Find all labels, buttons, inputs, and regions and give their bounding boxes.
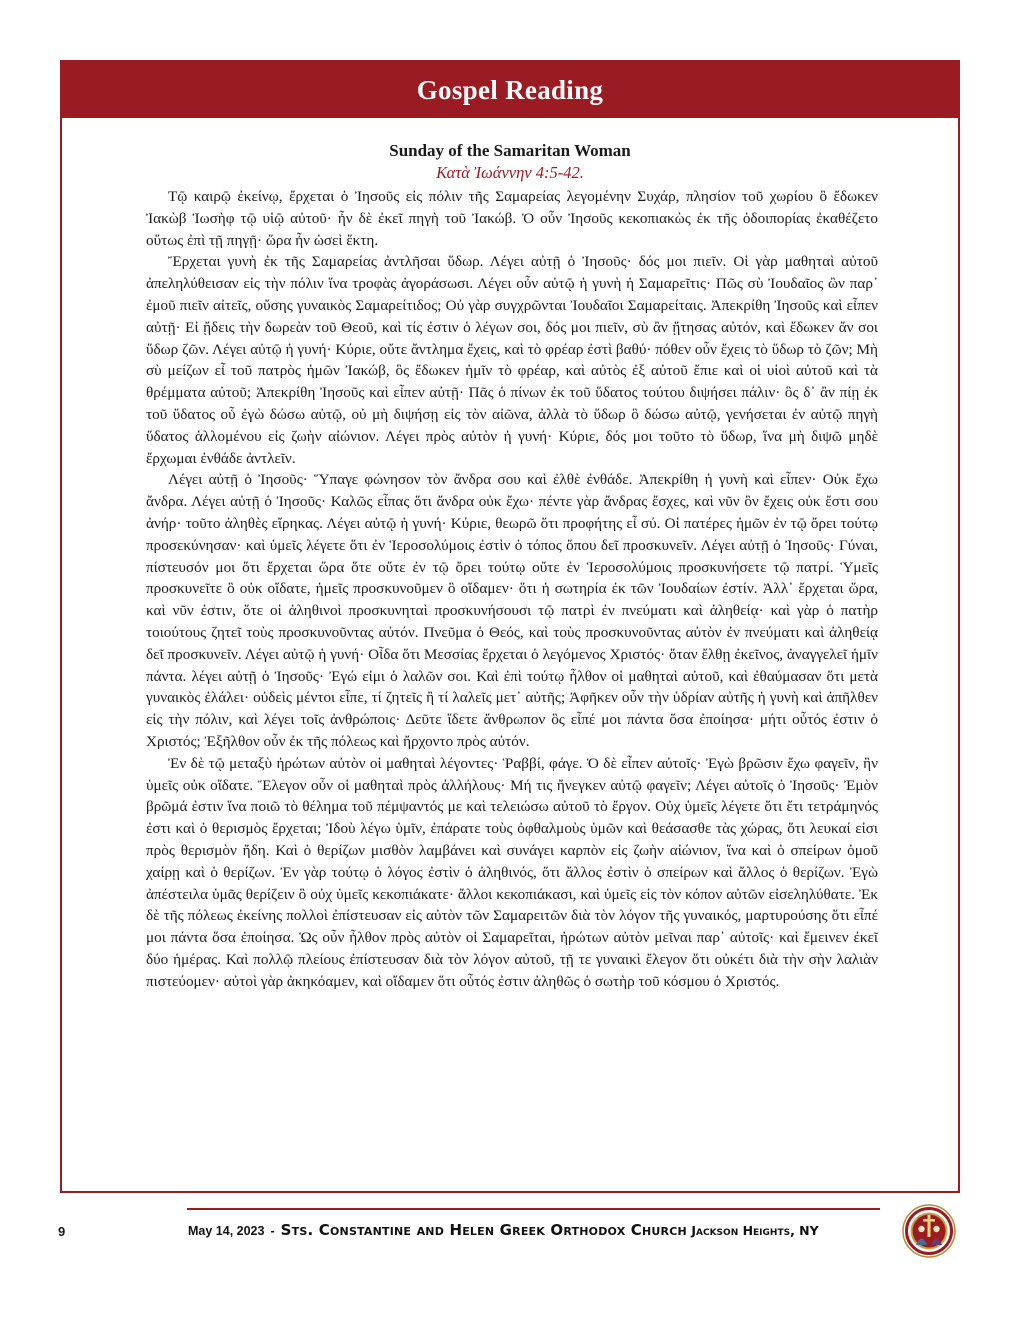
reading-citation: Κατὰ Ἰωάννην 4:5-42. <box>436 163 584 182</box>
gospel-reading-frame <box>60 60 960 1193</box>
footer-bulletin-line <box>188 1221 819 1240</box>
footer-location: Jackson Heights, NY <box>691 1223 819 1238</box>
footer-separator: - <box>270 1224 275 1238</box>
page-number: 9 <box>58 1224 66 1239</box>
reading-paragraph: Τῷ καιρῷ ἐκείνῳ, ἔρχεται ὁ Ἰησοῦς εἰς πόλιν τῆς Σαμαρείας λεγομένην Συχάρ, πλησίον τοῦ χωρίου ὃ ἔδωκεν Ἰακὼβ Ἰωσὴφ τῷ υἱῷ αὐτοῦ· ἦν δὲ ἐκεῖ πηγὴ τοῦ Ἰακώβ. Ὁ οὖν Ἰησοῦς κεκοπιακὼς ἐκ τῆς ὁδοιπορίας ἐκαθέζετο οὕτως ἐπὶ τῇ πηγῇ· ὥρα ἦν ὡσεὶ ἕκτη. <box>146 188 878 249</box>
reading-paragraph: Λέγει αὐτῇ ὁ Ἰησοῦς· Ὕπαγε φώνησον τὸν ἄνδρα σου καὶ ἐλθὲ ἐνθάδε. Ἀπεκρίθη ἡ γυνὴ καὶ εἶπεν· Οὐκ ἔχω ἄνδρα. Λέγει αὐτῇ ὁ Ἰησοῦς· Καλῶς εἶπας ὅτι ἄνδρα οὐκ ἔχω· πέντε γὰρ ἄνδρας ἔσχες, καὶ νῦν ὃν ἔχεις οὐκ ἔστι σου ἀνήρ· τοῦτο ἀληθὲς εἴρηκας. Λέγει αὐτῷ ἡ γυνή· Κύριε, θεωρῶ ὅτι προφήτης εἶ σύ. Οἱ πατέρες ἡμῶν ἐν τῷ ὄρει τούτῳ προσεκύνησαν· καὶ ὑμεῖς λέγετε ὅτι ἐν Ἱεροσολύμοις ἐστὶν ὁ τόπος ὅπου δεῖ προσκυνεῖν. Λέγει αὐτῇ ὁ Ἰησοῦς· Γύναι, πίστευσόν μοι ὅτι ἔρχεται ὥρα ὅτε οὔτε ἐν τῷ ὄρει τούτῳ οὔτε ἐν Ἱεροσολύμοις προσκυνήσετε τῷ πατρί. Ὑμεῖς προσκυνεῖτε ὃ οὐκ οἴδατε, ἡμεῖς προσκυνοῦμεν ὃ οἴδαμεν· ὅτι ἡ σωτηρία ἐκ τῶν Ἰουδαίων ἐστίν. Ἀλλ᾽ ἔρχεται ὥρα, καὶ νῦν ἐστιν, ὅτε οἱ ἀληθινοὶ προσκυνηταὶ προσκυνήσουσι τῷ πατρὶ ἐν πνεύματι καὶ ἀληθείᾳ· καὶ γὰρ ὁ πατὴρ τοιούτους ζητεῖ τοὺς προσκυνοῦντας αὐτόν. Πνεῦμα ὁ Θεός, καὶ τοὺς προσκυνοῦντας αὐτὸν ἐν πνεύματι καὶ ἀληθείᾳ δεῖ προσκυνεῖν. Λέγει αὐτῷ ἡ γυνή· Οἶδα ὅτι Μεσσίας ἔρχεται ὁ λεγόμενος Χριστός· ὅταν ἔλθῃ ἐκεῖνος, ἀναγγελεῖ ἡμῖν πάντα. λέγει αὐτῇ ὁ Ἰησοῦς· Ἐγώ εἰμι ὁ λαλῶν σοι. Καὶ ἐπὶ τούτῳ ἦλθον οἱ μαθηταὶ αὐτοῦ, καὶ ἐθαύμασαν ὅτι μετὰ γυναικὸς ἐλάλει· οὐδεὶς μέντοι εἶπε, τί ζητεῖς ἢ τί λαλεῖς μετ᾽ αὐτῆς; Ἀφῆκεν οὖν τὴν ὑδρίαν αὐτῆς ἡ γυνὴ καὶ ἀπῆλθεν εἰς τὴν πόλιν, καὶ λέγει τοῖς ἀνθρώποις· Δεῦτε ἴδετε ἄνθρωπον ὃς εἶπέ μοι πάντα ὅσα ἐποίησα· μήτι οὗτός ἐστιν ὁ Χριστός; Ἐξῆλθον οὖν ἐκ τῆς πόλεως καὶ ἤρχοντο πρὸς αὐτόν. <box>146 471 878 750</box>
reading-paragraph: Ἔρχεται γυνὴ ἐκ τῆς Σαμαρείας ἀντλῆσαι ὕδωρ. Λέγει αὐτῇ ὁ Ἰησοῦς· δός μοι πιεῖν. Οἱ γὰρ μαθηταὶ αὐτοῦ ἀπεληλύθεισαν εἰς τὴν πόλιν ἵνα τροφὰς ἀγοράσωσι. Λέγει οὖν αὐτῷ ἡ γυνὴ ἡ Σαμαρεῖτις· Πῶς σὺ Ἰουδαῖος ὢν παρ᾽ ἐμοῦ πιεῖν αἰτεῖς, οὔσης γυναικὸς Σαμαρείτιδος; Οὐ γὰρ συγχρῶνται Ἰουδαῖοι Σαμαρείταις. Ἀπεκρίθη Ἰησοῦς καὶ εἶπεν αὐτῇ· Εἰ ᾔδεις τὴν δωρεὰν τοῦ Θεοῦ, καὶ τίς ἐστιν ὁ λέγων σοι, δός μοι πιεῖν, σὺ ἂν ᾔτησας αὐτόν, καὶ ἔδωκεν ἄν σοι ὕδωρ ζῶν. Λέγει αὐτῷ ἡ γυνή· Κύριε, οὔτε ἄντλημα ἔχεις, καὶ τὸ φρέαρ ἐστὶ βαθύ· πόθεν οὖν ἔχεις τὸ ὕδωρ τὸ ζῶν; Μὴ σὺ μείζων εἶ τοῦ πατρὸς ἡμῶν Ἰακώβ, ὃς ἔδωκεν ἡμῖν τὸ φρέαρ, καὶ αὐτὸς ἐξ αὐτοῦ ἔπιε καὶ οἱ υἱοὶ αὐτοῦ καὶ τὰ θρέμματα αὐτοῦ; Ἀπεκρίθη Ἰησοῦς καὶ εἶπεν αὐτῇ· Πᾶς ὁ πίνων ἐκ τοῦ ὕδατος τούτου διψήσει πάλιν· ὃς δ᾽ ἂν πίῃ ἐκ τοῦ ὕδατος οὗ ἐγὼ δώσω αὐτῷ, οὐ μὴ διψήσῃ εἰς τὸν αἰῶνα, ἀλλὰ τὸ ὕδωρ ὃ δώσω αὐτῷ, γενήσεται ἐν αὐτῷ πηγὴ ὕδατος ἁλλομένου εἰς ζωὴν αἰώνιον. Λέγει πρὸς αὐτὸν ἡ γυνή· Κύριε, δός μοι τοῦτο τὸ ὕδωρ, ἵνα μὴ διψῶ μηδὲ ἔρχωμαι ἐνθάδε ἀντλεῖν. <box>146 253 878 467</box>
church-seal-icon <box>902 1204 956 1258</box>
reading-subtitle: Sunday of the Samaritan Woman <box>389 141 631 160</box>
footer-divider <box>187 1208 880 1210</box>
footer-date: May 14, 2023 <box>188 1224 265 1238</box>
reading-paragraph: Ἐν δὲ τῷ μεταξὺ ἠρώτων αὐτὸν οἱ μαθηταὶ λέγοντες· Ῥαββί, φάγε. Ὁ δὲ εἶπεν αὐτοῖς· Ἐγὼ βρῶσιν ἔχω φαγεῖν, ἣν ὑμεῖς οὐκ οἴδατε. Ἔλεγον οὖν οἱ μαθηταὶ πρὸς ἀλλήλους· Μή τις ἤνεγκεν αὐτῷ φαγεῖν; Λέγει αὐτοῖς ὁ Ἰησοῦς· Ἐμὸν βρῶμά ἐστιν ἵνα ποιῶ τὸ θέλημα τοῦ πέμψαντός με καὶ τελειώσω αὐτοῦ τὸ ἔργον. Οὐχ ὑμεῖς λέγετε ὅτι ἔτι τετράμηνός ἐστι καὶ ὁ θερισμὸς ἔρχεται; Ἰδοὺ λέγω ὑμῖν, ἐπάρατε τοὺς ὀφθαλμοὺς ὑμῶν καὶ θεάσασθε τὰς χώρας, ὅτι λευκαί εἰσι πρὸς θερισμὸν ἤδη. Καὶ ὁ θερίζων μισθὸν λαμβάνει καὶ συνάγει καρπὸν εἰς ζωὴν αἰώνιον, ἵνα καὶ ὁ σπείρων ὁμοῦ χαίρῃ καὶ ὁ θερίζων. Ἐν γὰρ τούτῳ ὁ λόγος ἐστὶν ὁ ἀληθινός, ὅτι ἄλλος ἐστὶν ὁ σπείρων καὶ ἄλλος ὁ θερίζων. Ἐγὼ ἀπέστειλα ὑμᾶς θερίζειν ὃ οὐχ ὑμεῖς κεκοπιάκατε· ἄλλοι κεκοπιάκασι, καὶ ὑμεῖς εἰς τὸν κόπον αὐτῶν εἰσεληλύθατε. Ἐκ δὲ τῆς πόλεως ἐκείνης πολλοὶ ἐπίστευσαν εἰς αὐτὸν τῶν Σαμαρειτῶν διὰ τὸν λόγον τῆς γυναικός, μαρτυρούσης ὅτι εἶπέ μοι πάντα ὅσα ἐποίησα. Ὡς οὖν ἦλθον πρὸς αὐτὸν οἱ Σαμαρεῖται, ἠρώτων αὐτὸν μεῖναι παρ᾽ αὐτοῖς· καὶ ἔμεινεν ἐκεῖ δύο ἡμέρας. Καὶ πολλῷ πλείους ἐπίστευσαν διὰ τὸν λόγον αὐτοῦ, τῇ τε γυναικὶ ἔλεγον ὅτι οὐκέτι διὰ τὴν σὴν λαλιὰν πιστεύομεν· αὐτοὶ γὰρ ἀκηκόαμεν, καὶ οἴδαμεν ὅτι οὗτός ἐστιν ἀληθῶς ὁ σωτὴρ τοῦ κόσμου ὁ Χριστός. <box>146 754 878 990</box>
page-title: Gospel Reading <box>416 74 604 105</box>
footer-church-name: Sts. Constantine and Helen Greek Orthodox Church <box>280 1221 687 1239</box>
reading-body <box>146 186 878 992</box>
header-band <box>62 62 958 118</box>
